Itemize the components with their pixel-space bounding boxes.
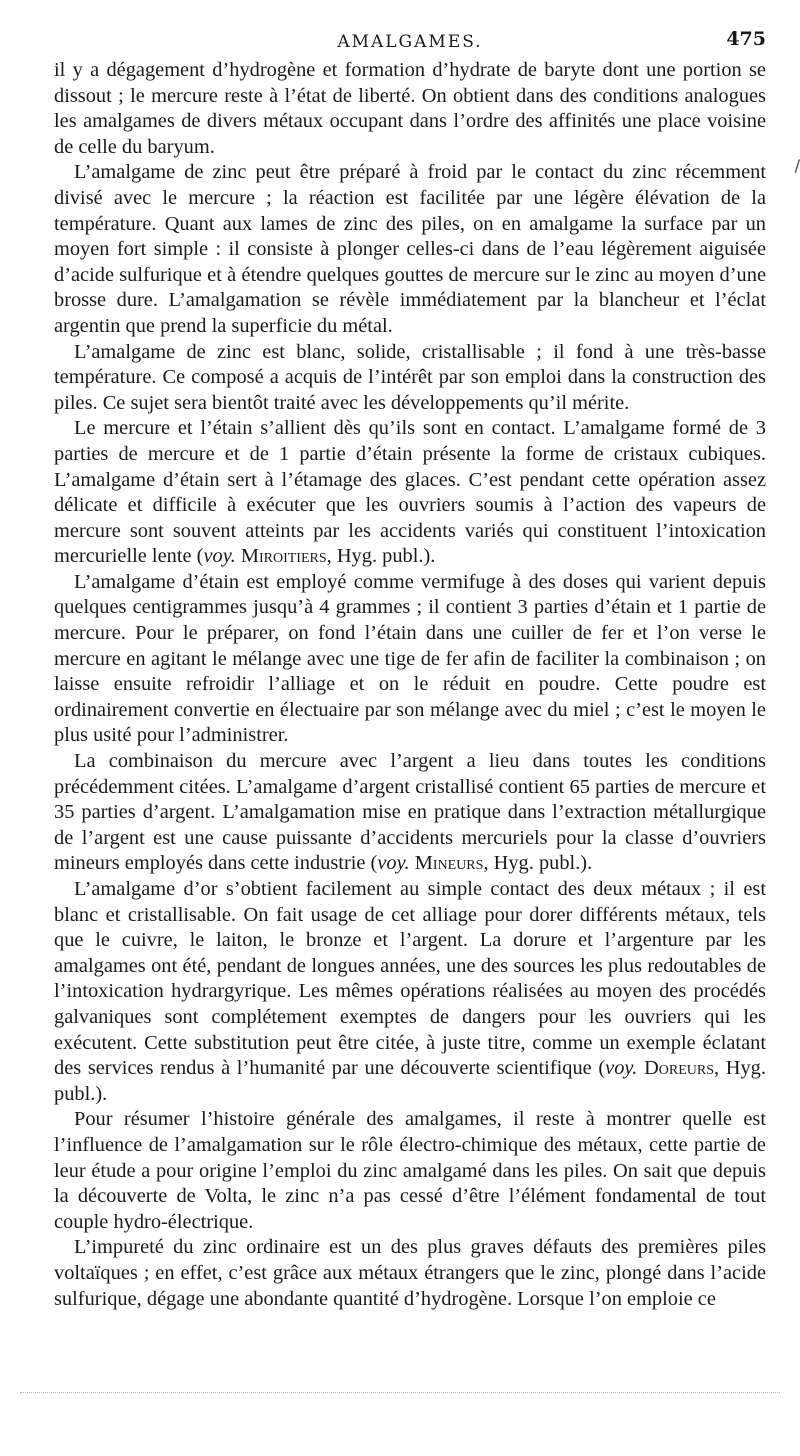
body-text bbox=[54, 58, 766, 1312]
ref-rest: , Hyg. publ.). bbox=[483, 852, 593, 875]
paragraph-4 bbox=[54, 416, 766, 570]
page-header bbox=[54, 28, 766, 58]
book-page bbox=[54, 28, 800, 1428]
ref-name: Doreurs bbox=[644, 1057, 715, 1080]
paragraph-text: L’amalgame de zinc est blanc, solide, cristallisable ; il fond à une très-basse température. Ce composé a acquis de l’intérêt par son emploi dans la construction des piles. Ce sujet sera bientôt traité avec les développements qu’il mérite. bbox=[54, 340, 766, 414]
scan-bottom-edge bbox=[20, 1392, 780, 1393]
ref-voy: voy. bbox=[377, 852, 410, 875]
ref-rest: , Hyg. publ.). bbox=[54, 1057, 766, 1105]
running-title: AMALGAMES. bbox=[337, 32, 483, 52]
paragraph-7 bbox=[54, 877, 766, 1107]
paragraph-8 bbox=[54, 1107, 766, 1235]
paragraph-text: il y a dégagement d’hydrogène et formation d’hydrate de baryte dont une portion se dissout ; le mercure reste à l’état de liberté. On obtient dans des conditions analogues les amalgames de divers métaux occupant dans l’ordre des affinités une place voisine de celle du baryum. bbox=[54, 59, 766, 158]
page-number: 475 bbox=[726, 28, 766, 50]
paragraph-5 bbox=[54, 570, 766, 749]
ref-name: Mineurs bbox=[414, 852, 484, 875]
paragraph-6 bbox=[54, 749, 766, 877]
paragraph-2 bbox=[54, 160, 766, 339]
paragraph-text: L’amalgame de zinc peut être préparé à froid par le contact du zinc récemment divisé avec le mercure ; la réaction est facilitée par une légère élévation de la température. Quant aux lames de zinc des piles, on en amalgame la surface par un moyen fort simple : il consiste à plonger celles-ci dans de l’eau légèrement aiguisée d’acide sulfurique et à étendre quelques gouttes de mercure sur le zinc au moyen d’une brosse dure. L’amalgamation se révèle immédiatement par la blancheur et l’éclat argentin que prend la superficie du métal. bbox=[54, 161, 766, 337]
ref-voy: voy. bbox=[605, 1057, 638, 1080]
ref-name: Miroitiers bbox=[240, 545, 327, 568]
ref-voy: voy. bbox=[203, 545, 236, 568]
margin-mark: / bbox=[794, 156, 800, 175]
paragraph-9 bbox=[54, 1235, 766, 1312]
paragraph-3 bbox=[54, 340, 766, 417]
paragraph-text: La combinaison du mercure avec l’argent a lieu dans toutes les conditions précédemment citées. L’amalgame d’argent cristallisé contient 65 parties de mercure et 35 parties d’argent. L’amalgamation mise en pratique dans l’extraction métallurgique de l’argent est une cause puissante d’accidents mercuriels pour la classe d’ouvriers mineurs employés dans cette industrie ( bbox=[54, 750, 766, 875]
paragraph-text: Le mercure et l’étain s’allient dès qu’ils sont en contact. L’amalgame formé de 3 parties de mercure et de 1 partie d’étain présente la forme de cristaux cubiques. L’amalgame d’étain sert à l’étamage des glaces. C’est pendant cette opération assez délicate et difficile à exécuter que les ouvriers soumis à l’action des vapeurs de mercure sont souvent atteints par les accidents variés qui constituent l’intoxication mercurielle lente ( bbox=[54, 417, 766, 568]
paragraph-text: Pour résumer l’histoire générale des amalgames, il reste à montrer quelle est l’influence de l’amalgamation sur le rôle électro-chimique des métaux, cette partie de leur étude a pour origine l’emploi du zinc amalgamé dans les piles. On sait que depuis la découverte de Volta, le zinc n’a pas cessé d’être l’élément fondamental de tout couple hydro-électrique. bbox=[54, 1108, 766, 1233]
paragraph-text: L’amalgame d’étain est employé comme vermifuge à des doses qui varient depuis quelques centigrammes jusqu’à 4 grammes ; il contient 3 parties d’étain et 1 partie de mercure. Pour le préparer, on fond l’étain dans une cuiller de fer et l’on verse le mercure en agitant le mélange avec une tige de fer afin de faciliter la combinaison ; on laisse ensuite refroidir l’alliage et on le réduit en poudre. Cette poudre est ordinairement convertie en électuaire par son mélange avec du miel ; c’est le moyen le plus usité pour l’administrer. bbox=[54, 570, 766, 747]
paragraph-text: L’amalgame d’or s’obtient facilement au simple contact des deux métaux ; il est blanc et cristallisable. On fait usage de cet alliage pour dorer différents métaux, tels que le cuivre, le laiton, le bronze et l’argent. La dorure et l’argenture par les amalgames ont été, pendant de longues années, une des sources les plus redoutables de l’intoxication hydrargyrique. Les mêmes opérations réalisées au moyen des procédés galvaniques sont complétement exemptes de dangers pour les ouvriers qui les exécutent. Cette substitution peut être citée, à juste titre, comme un exemple éclatant des services rendus à l’humanité par une découverte scientifique ( bbox=[54, 878, 766, 1080]
paragraph-1 bbox=[54, 58, 766, 160]
paragraph-text: L’impureté du zinc ordinaire est un des plus graves défauts des premières piles voltaïques ; en effet, c’est grâce aux métaux étrangers que le zinc, plongé dans l’acide sulfurique, dégage une abondante quantité d’hydrogène. Lorsque l’on emploie ce bbox=[54, 1236, 766, 1310]
ref-rest: , Hyg. publ.). bbox=[326, 545, 436, 568]
